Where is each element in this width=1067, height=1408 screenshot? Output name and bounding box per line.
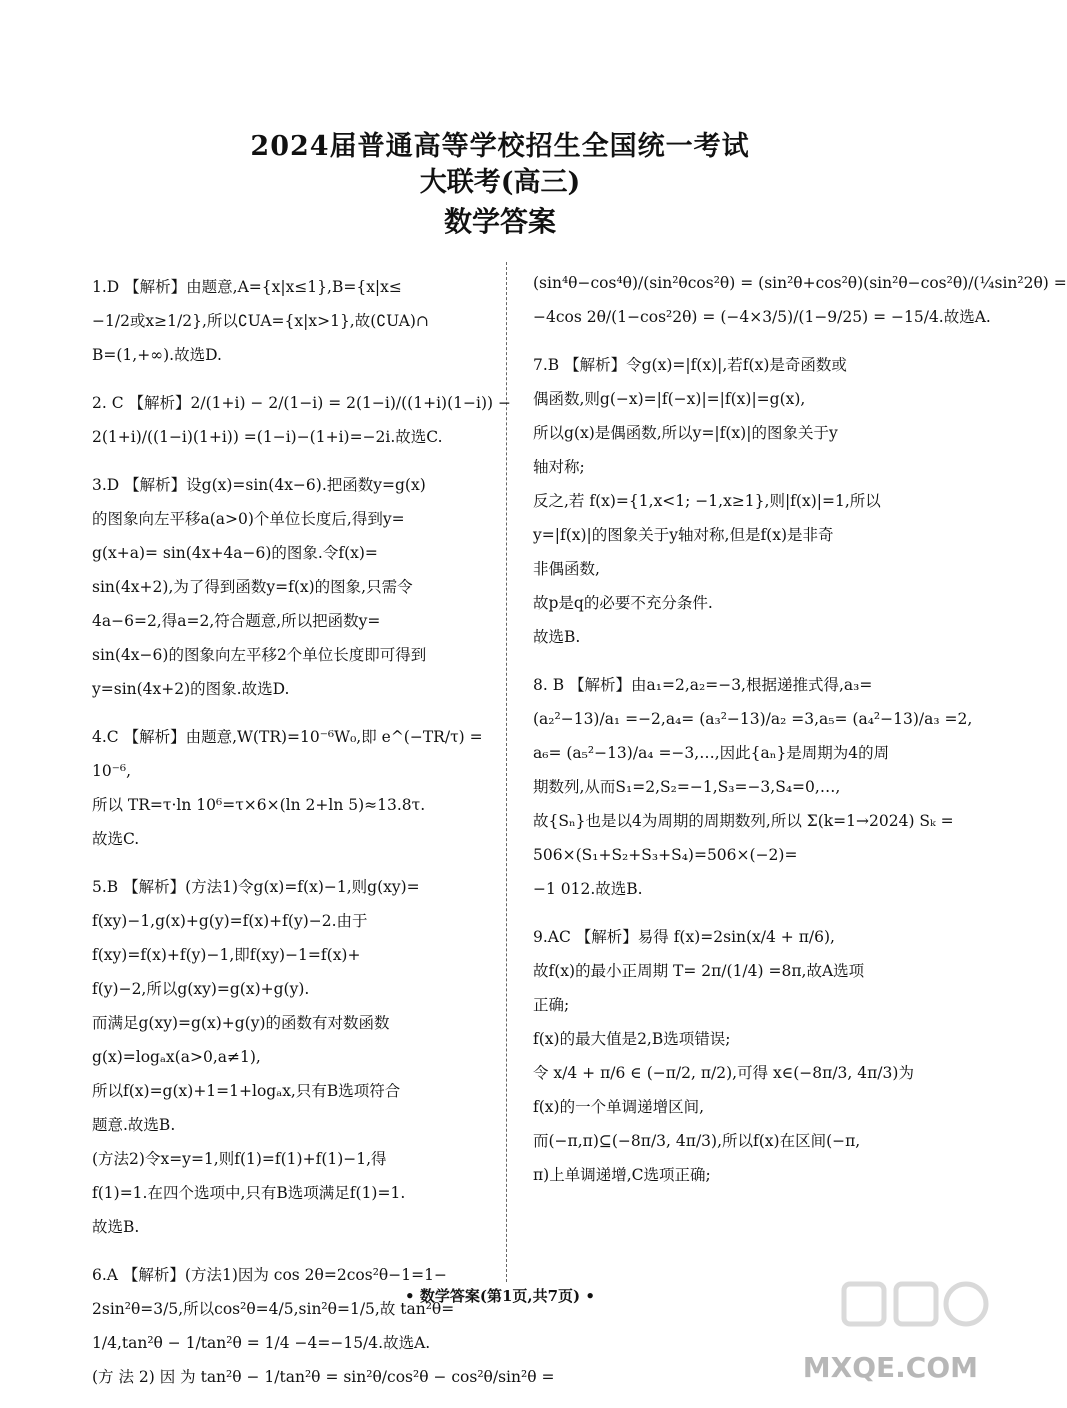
answer-line: −4cos 2θ/(1−cos²2θ) = (−4×3/5)/(1−9/25) = −15/4.故选A. [533, 308, 991, 326]
answer-line: f(x)的一个单调递增区间, [533, 1098, 705, 1116]
left-answer-item [92, 468, 482, 706]
right-column [533, 266, 1067, 1206]
answer-line: 10⁻⁶, [92, 762, 132, 780]
answer-line: f(x)的最大值是2,B选项错误; [533, 1030, 731, 1048]
answer-line: 题意.故选B. [92, 1116, 176, 1134]
answer-line: 故p是q的必要不充分条件. [533, 594, 713, 612]
answer-line: g(x+a)= sin(4x+4a−6)的图象.令f(x)= [92, 544, 378, 562]
answer-line: (a₂²−13)/a₁ =−2,a₄= (a₃²−13)/a₂ =3,a₅= (a₄²−13)/a₃ =2, [533, 710, 973, 728]
answer-line: 6.A 【解析】(方法1)因为 cos 2θ=2cos²θ−1=1− [92, 1266, 447, 1284]
answer-line: B=(1,+∞).故选D. [92, 346, 222, 364]
answer-line: 所以g(x)是偶函数,所以y=|f(x)|的图象关于y [533, 424, 838, 442]
answer-line: −1/2或x≥1/2},所以∁UA={x|x>1},故(∁UA)∩ [92, 312, 429, 330]
answer-line: 反之,若 f(x)={1,x<1; −1,x≥1},则|f(x)|=1,所以 [533, 492, 881, 510]
answer-line: 非偶函数, [533, 560, 600, 578]
answer-line: 2(1+i)/((1−i)(1+i)) =(1−i)−(1+i)=−2i.故选C. [92, 428, 443, 446]
column-divider [506, 262, 507, 1282]
answer-line: 所以f(x)=g(x)+1=1+logₐx,只有B选项符合 [92, 1082, 401, 1100]
page-footer: • 数学答案(第1页,共7页) • [405, 1287, 595, 1305]
answer-line: 正确; [533, 996, 570, 1014]
left-answer-item [92, 720, 482, 856]
answer-line: 1/4,tan²θ − 1/tan²θ = 1/4 −4=−15/4.故选A. [92, 1334, 431, 1352]
answer-line: f(xy)=f(x)+f(y)−1,即f(xy)−1=f(x)+ [92, 946, 361, 964]
answer-line: 故选B. [92, 1218, 140, 1236]
answer-line: 所以 TR=τ·ln 10⁶=τ×6×(ln 2+ln 5)≈13.8τ. [92, 796, 426, 814]
answer-line: 故f(x)的最小正周期 T= 2π/(1/4) =8π,故A选项 [533, 962, 865, 980]
answer-line: 故{Sₙ}也是以4为周期的周期数列,所以 Σ(k=1→2024) Sₖ = [533, 812, 954, 830]
answer-line: (sin⁴θ−cos⁴θ)/(sin²θcos²θ) = (sin²θ+cos²θ)(sin²θ−cos²θ)/(¼sin²2θ) = [533, 274, 1067, 292]
answer-line: −1 012.故选B. [533, 880, 643, 898]
title-line-1: 2024届普通高等学校招生全国统一考试 [250, 131, 750, 162]
answer-line: 8. B 【解析】由a₁=2,a₂=−3,根据递推式得,a₃= [533, 676, 873, 694]
answer-line: 令 x/4 + π/6 ∈ (−π/2, π/2),可得 x∈(−8π/3, 4π/3)为 [533, 1064, 914, 1082]
right-answer-item [533, 348, 913, 654]
right-answer-item [533, 920, 913, 1192]
answer-line: 506×(S₁+S₂+S₃+S₄)=506×(−2)= [533, 846, 798, 864]
left-answer-item [92, 270, 482, 372]
answer-line: 期数列,从而S₁=2,S₂=−1,S₃=−3,S₄=0,…, [533, 778, 841, 796]
answer-line: π)上单调递增,C选项正确; [533, 1166, 711, 1184]
title-line-3: 数学答案 [443, 205, 556, 238]
answer-line: f(1)=1.在四个选项中,只有B选项满足f(1)=1. [92, 1184, 406, 1202]
answer-line: 7.B 【解析】令g(x)=|f(x)|,若f(x)是奇函数或 [533, 356, 847, 374]
answer-line: (方 法 2) 因 为 tan²θ − 1/tan²θ = sin²θ/cos²θ − cos²θ/sin²θ = [92, 1368, 555, 1386]
answer-line: 的图象向左平移a(a>0)个单位长度后,得到y= [92, 510, 405, 528]
answer-line: f(y)−2,所以g(xy)=g(x)+g(y). [92, 980, 310, 998]
answer-line: 故选C. [92, 830, 140, 848]
answer-line: 偶函数,则g(−x)=|f(−x)|=|f(x)|=g(x), [533, 390, 806, 408]
answer-line: 轴对称; [533, 458, 585, 476]
answer-line: f(xy)−1,g(x)+g(y)=f(x)+f(y)−2.由于 [92, 912, 368, 930]
answer-line: 故选B. [533, 628, 581, 646]
answer-line: sin(4x+2),为了得到函数y=f(x)的图象,只需令 [92, 578, 413, 596]
answer-line: (方法2)令x=y=1,则f(1)=f(1)+f(1)−1,得 [92, 1150, 387, 1168]
answer-line: 2. C 【解析】2/(1+i) − 2/(1−i) = 2(1−i)/((1+i)(1−i)) − [92, 394, 511, 412]
answer-line: 9.AC 【解析】易得 f(x)=2sin(x/4 + π/6), [533, 928, 835, 946]
answer-line: y=sin(4x+2)的图象.故选D. [92, 680, 290, 698]
answer-line: 4a−6=2,得a=2,符合题意,所以把函数y= [92, 612, 381, 630]
left-answer-item [92, 386, 511, 454]
answer-line: 4.C 【解析】由题意,W(TR)=10⁻⁶W₀,即 e^(−TR/τ) = [92, 728, 483, 746]
title-line-2: 大联考(高三) [419, 167, 581, 198]
answer-line: 3.D 【解析】设g(x)=sin(4x−6).把函数y=g(x) [92, 476, 426, 494]
answer-line: y=|f(x)|的图象关于y轴对称,但是f(x)是非奇 [533, 526, 834, 544]
answer-line: a₆= (a₅²−13)/a₄ =−3,…,因此{aₙ}是周期为4的周 [533, 744, 890, 762]
answer-line: 5.B 【解析】(方法1)令g(x)=f(x)−1,则g(xy)= [92, 878, 420, 896]
answer-line: 2sin²θ=3/5,所以cos²θ=4/5,sin²θ=1/5,故 tan²θ= [92, 1300, 455, 1318]
answer-line: 而(−π,π)⊆(−8π/3, 4π/3),所以f(x)在区间(−π, [533, 1132, 861, 1150]
answer-line: sin(4x−6)的图象向左平移2个单位长度即可得到 [92, 646, 427, 664]
answer-line: g(x)=logₐx(a>0,a≠1), [92, 1048, 261, 1066]
left-answer-item [92, 870, 482, 1244]
answer-line: 1.D 【解析】由题意,A={x|x≤1},B={x|x≤ [92, 278, 402, 296]
watermark-text: MXQE.COM [802, 1351, 978, 1384]
right-answer-item [533, 266, 1067, 334]
right-answer-item [533, 668, 973, 906]
answer-line: 而满足g(xy)=g(x)+g(y)的函数有对数函数 [92, 1014, 390, 1032]
